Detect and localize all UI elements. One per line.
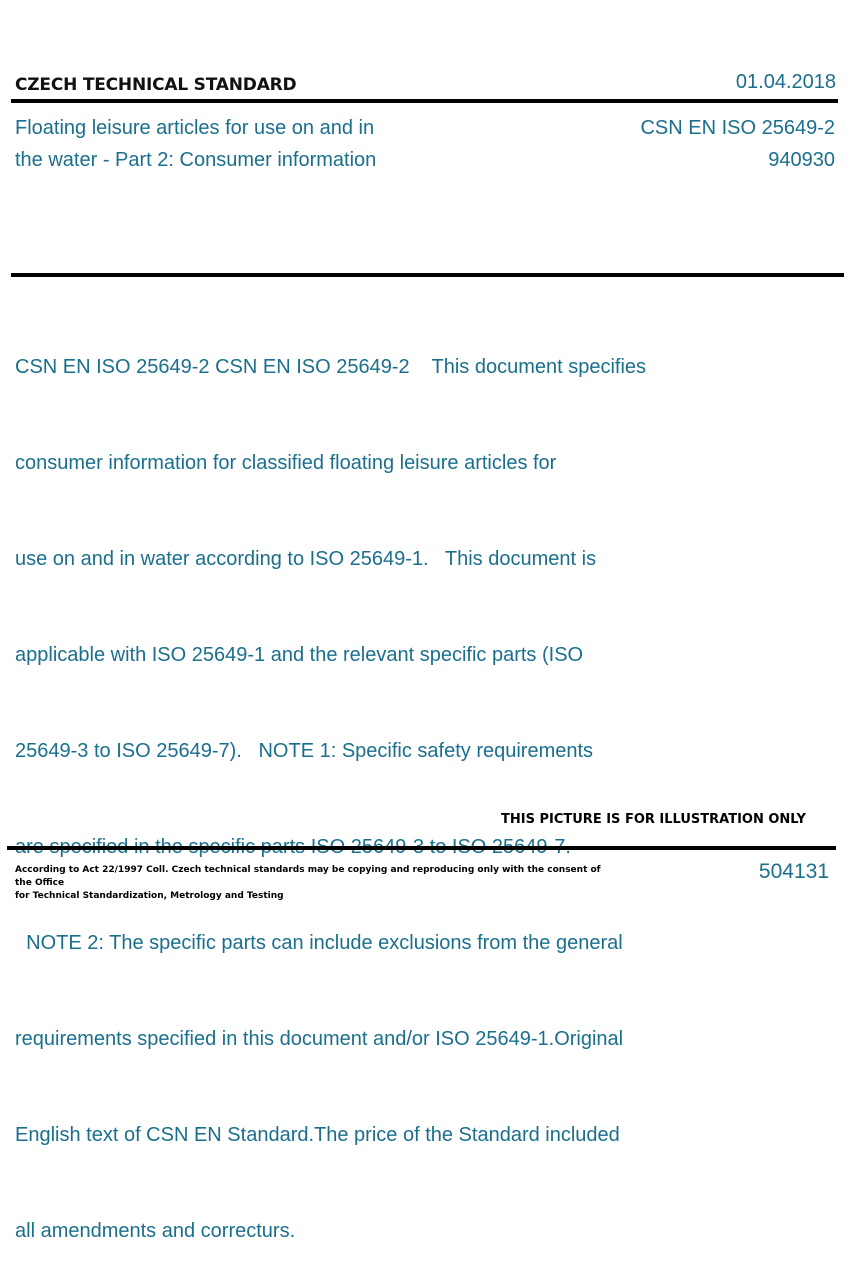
- issue-date: 01.04.2018: [735, 71, 836, 93]
- standard-description: [15, 287, 715, 1279]
- description-line: use on and in water according to ISO 25649-1. This document is: [15, 548, 597, 570]
- description-line: consumer information for classified floating leisure articles for: [15, 452, 557, 474]
- footer-divider: [7, 846, 836, 850]
- description-line: applicable with ISO 25649-1 and the relevant specific parts (ISO: [15, 644, 584, 666]
- description-line: English text of CSN EN Standard.The price of the Standard included: [15, 1124, 620, 1146]
- description-line: 25649-3 to ISO 25649-7). NOTE 1: Specific safety requirements: [15, 740, 594, 762]
- standard-title-line-2: the water - Part 2: Consumer information: [15, 149, 377, 171]
- classification-number: 940930: [768, 149, 835, 171]
- description-line: all amendments and correcturs.: [15, 1220, 296, 1242]
- title-divider: [11, 273, 844, 277]
- catalog-number: 504131: [758, 860, 829, 883]
- description-line: requirements specified in this document and/or ISO 25649-1.Original: [15, 1028, 624, 1050]
- description-line: CSN EN ISO 25649-2 CSN EN ISO 25649-2 This document specifies: [15, 356, 647, 378]
- document-header-title: CZECH TECHNICAL STANDARD: [15, 75, 297, 95]
- legal-notice-line: According to Act 22/1997 Coll. Czech technical standards may be copying and reproducing only with the consent of the Office: [15, 865, 601, 888]
- legal-notice-line: for Technical Standardization, Metrology and Testing: [15, 891, 284, 901]
- description-line: NOTE 2: The specific parts can include exclusions from the general: [15, 932, 623, 954]
- header-divider: [11, 99, 838, 103]
- standard-title-line-1: Floating leisure articles for use on and in: [15, 117, 375, 139]
- legal-notice: [15, 864, 615, 903]
- illustration-disclaimer: THIS PICTURE IS FOR ILLUSTRATION ONLY: [501, 812, 806, 827]
- standard-code: CSN EN ISO 25649-2: [640, 117, 835, 139]
